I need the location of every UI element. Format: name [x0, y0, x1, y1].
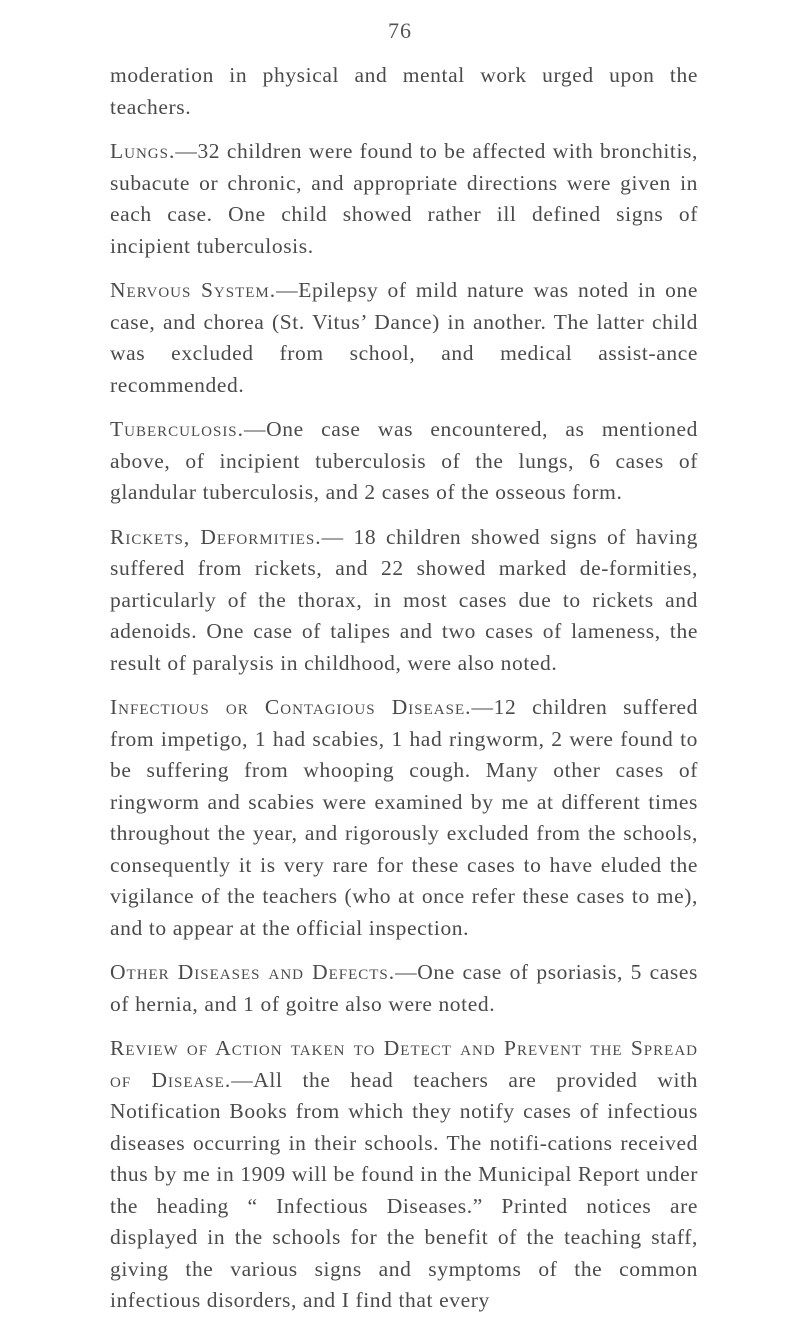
paragraph-rickets	[110, 522, 698, 680]
page-number: 76	[388, 18, 412, 43]
paragraph-other-diseases	[110, 957, 698, 1020]
section-heading-rickets: Rickets, Deformities.	[110, 524, 322, 549]
paragraph-infectious-disease	[110, 692, 698, 944]
paragraph-text: —One case of psoriasis, 5 cases of hernia, and 1 of goitre also were noted.	[110, 960, 699, 1016]
paragraph-text: —32 children were found to be affected with bronchitis, subacute or chronic, and appropriate directions were given in each case. One child showed rather ill defined signs of incipient tuberculosis.	[110, 139, 698, 258]
section-heading-review-of-action: Review of Action taken to Detect and Prevent the Spread of Disease.	[110, 1036, 698, 1092]
paragraph-lungs	[110, 136, 698, 262]
paragraph-text: —All the head teachers are provided with Notification Books from which they notify cases of infectious diseases occurring in their schools. The notifi-cations received thus by me in 1909 will be found in the Municipal Report under the heading “ Infectious Diseases.” Printed notices are displayed in the schools for the benefit of the teaching staff, giving the various signs and symptoms of the common infectious disorders, and I find that every	[110, 1067, 699, 1312]
section-heading-infectious-disease: Infectious or Contagious Disease.	[110, 695, 472, 719]
paragraph-review-of-action	[110, 1033, 698, 1317]
section-heading-nervous-system: Nervous System.	[110, 278, 277, 302]
paragraph-continuation	[110, 60, 698, 123]
paragraph-text: —One case was encountered, as mentioned above, of incipient tuberculosis of the lungs, 6 cases of glandular tuberculosis, and 2 cases of the osseous form.	[110, 417, 698, 504]
paragraph-text: —Epilepsy of mild nature was noted in one case, and chorea (St. Vitus’ Dance) in another. The latter child was excluded from school, and medical assist-ance recommended.	[110, 278, 698, 397]
paragraph-tuberculosis	[110, 414, 698, 509]
paragraph-text: — 18 children showed signs of having suffered from rickets, and 22 showed marked de-formities, particularly of the thorax, in most cases due to rickets and adenoids. One case of talipes and two cases of lameness, the result of paralysis in childhood, were also noted.	[110, 524, 698, 675]
section-heading-tuberculosis: Tuberculosis.	[110, 417, 245, 441]
document-body	[110, 60, 698, 1330]
paragraph-nervous-system	[110, 275, 698, 401]
paragraph-text: moderation in physical and mental work urged upon the teachers.	[110, 63, 698, 119]
paragraph-text: —12 children suffered from impetigo, 1 had scabies, 1 had ringworm, 2 were found to be suffering from whooping cough. Many other cases of ringworm and scabies were examined by me at different times throughout the year, and rigorously excluded from the schools, consequently it is very rare for these cases to have eluded the vigilance of the teachers (who at once refer these cases to me), and to appear at the official inspection.	[110, 695, 698, 940]
section-heading-lungs: Lungs.	[110, 139, 176, 163]
section-heading-other-diseases: Other Diseases and Defects.	[110, 960, 396, 984]
